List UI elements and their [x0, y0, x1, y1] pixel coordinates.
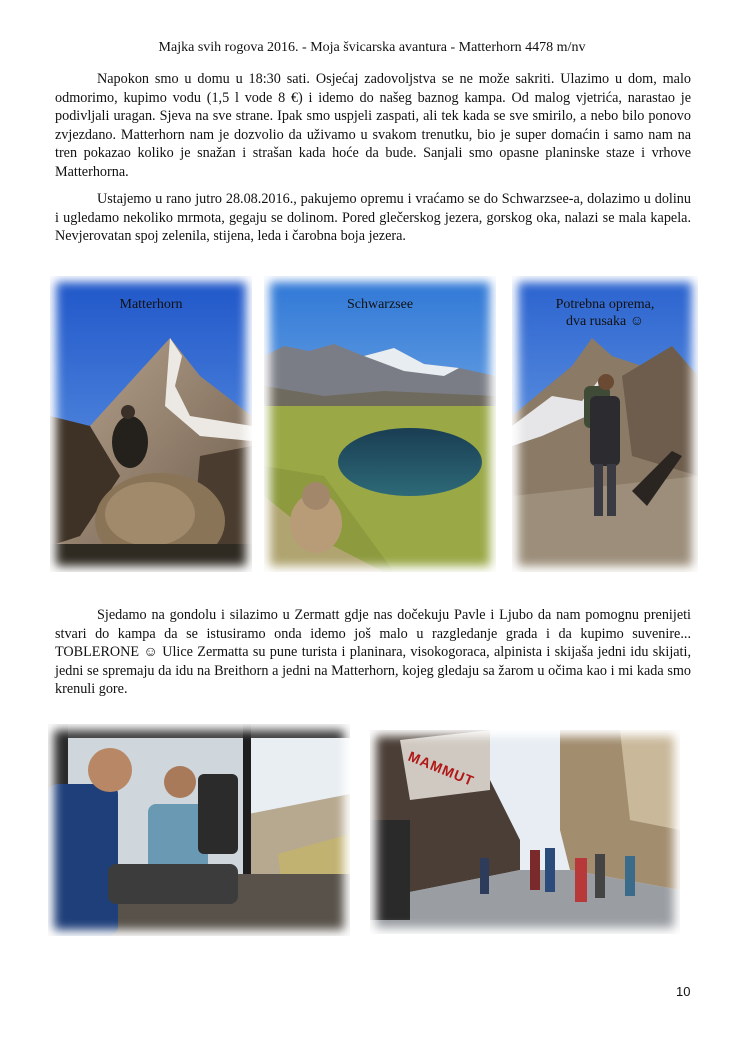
photo-zermatt-street: [370, 730, 680, 934]
sign-text: MAMMUT: [406, 748, 477, 789]
photo-caption-equipment-line1: Potrebna oprema,: [555, 297, 655, 312]
photo-equipment: [512, 276, 698, 572]
photo-caption-matterhorn: Matterhorn: [119, 297, 183, 312]
paragraph-3: Sjedamo na gondolu i silazimo u Zermatt gdje nas dočekuju Pavle i Ljubo da nam pomognu prenijeti stvari do kampa da se istusiramo onda idemo još malo u razgledanje grada i da kupimo suvenire... TOBLERONE ☺ Ulice Zermatta su pune turista i planinara, visokogoraca, alpinista i skijaša jedni idu skijati, jedni se spremaju da idu na Breithorn a jedni na Matterhorn, kojeg gledaju sa žarom u očima kao i mi kada smo krenuli gore.: [55, 607, 691, 697]
photo-caption-equipment-line2: dva rusaka ☺: [565, 314, 645, 329]
photo-matterhorn: [50, 276, 252, 572]
photo-schwarzsee: [264, 276, 496, 572]
paragraph-2: Ustajemo u rano jutro 28.08.2016., pakujemo opremu i vraćamo se do Schwarzsee-a, dolazimo u dolinu i ugledamo nekoliko mrmota, gegaju se dolinom. Pored glečerskog jezera, gorskog oka, nalazi se mala kapela. Nevjerovatan spoj zelenila, stijena, leda i čarobna boja jezera.: [55, 191, 691, 244]
page-header: Majka svih rogova 2016. - Moja švicarska avantura - Matterhorn 4478 m/nv: [158, 40, 586, 55]
photo-caption-schwarzsee: Schwarzsee: [346, 297, 414, 312]
photo-gondola: [48, 724, 350, 936]
paragraph-1: Napokon smo u domu u 18:30 sati. Osjećaj zadovoljstva se ne može sakriti. Ulazimo u dom, malo odmorimo, kupimo vodu (1,5 l vode 8 €) i idemo do našeg baznog kampa. Od malog vjetrića, narastao je podivljali uragan. Sjeva na sve strane. Ipak smo uspjeli zaspati, ali tek kada se sve smirilo, a nebo bilo ponovo zvjezdano. Matterhorn nam je dozvolio da uživamo u svakom trenutku, bio je super domaćin i samo nam na tren pokazao koliko je snažan i strašan kada hoće da bude. Sanjali smo opasne planinske staze i vrhove Matterhorna.: [55, 71, 691, 180]
page-number: 10: [676, 984, 691, 999]
